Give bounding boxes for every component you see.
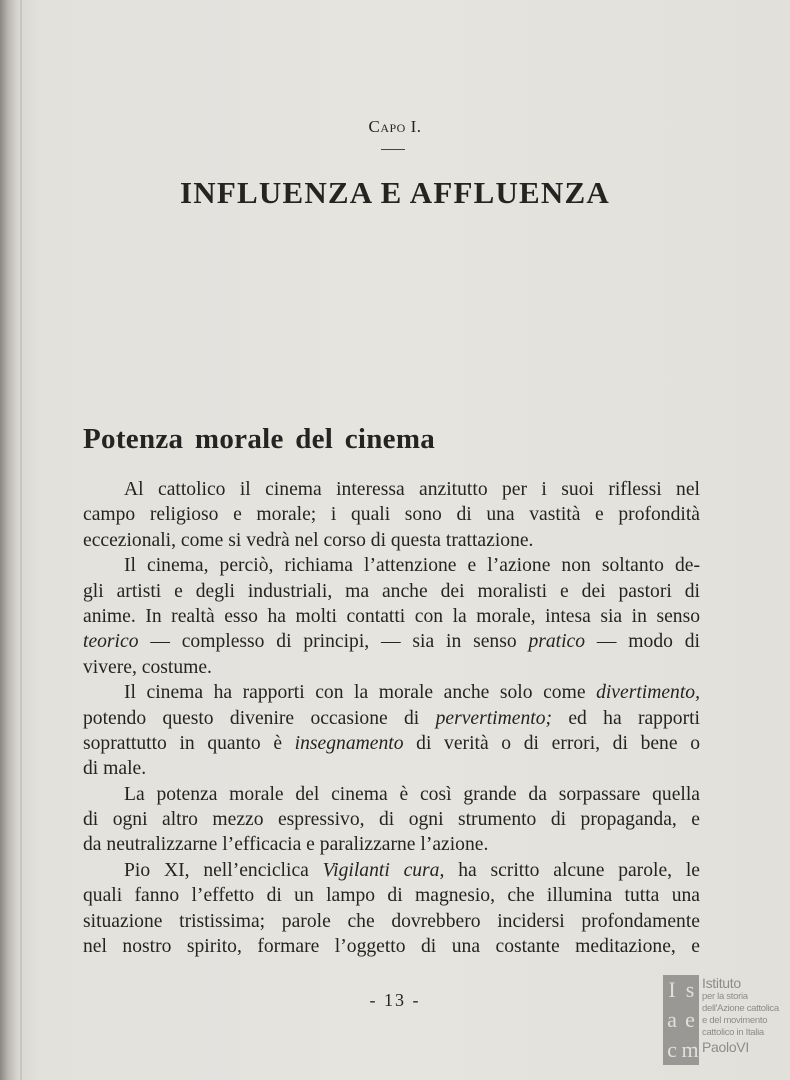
text-line [83, 579, 700, 604]
text-segment: La potenza morale del cinema è così grande da sorpassare quella [124, 783, 700, 805]
logo-letter: m [681, 1037, 699, 1062]
chapter-divider [381, 149, 405, 150]
text-segment: Pio XI, nell’enciclica [124, 859, 323, 881]
text-line [83, 502, 700, 527]
text-segment: gli artisti e degli industriali, ma anche dei moralisti e dei pastori di [83, 580, 700, 602]
text-line [83, 706, 700, 731]
text-line [83, 528, 700, 553]
italic-text: divertimento, [596, 682, 700, 704]
text-line [83, 731, 700, 756]
text-line [83, 655, 700, 680]
page-number: - 13 - [369, 990, 421, 1010]
text-segment: Al cattolico il cinema interessa anzitutto per i suoi riflessi nel [124, 479, 700, 500]
logo-letter: e [685, 1007, 695, 1032]
text-line [83, 553, 700, 578]
body-text [83, 477, 700, 959]
chapter-title: INFLUENZA E AFFLUENZA [180, 175, 610, 210]
text-line [83, 477, 700, 502]
logo-letter: s [685, 977, 695, 1002]
text-segment: — modo di [585, 631, 700, 653]
text-segment: Il cinema, perciò, richiama l’attenzione e l’azione non soltanto de- [124, 555, 700, 577]
text-line [83, 934, 700, 959]
text-segment: situazione tristissima; parole che dovrebbero incidersi profondamente [83, 910, 700, 932]
logo-text-line: e del movimento [702, 1015, 768, 1026]
section-heading: Potenza morale del cinema [83, 423, 436, 455]
text-segment: potendo questo divenire occasione di [83, 707, 436, 729]
text-line [83, 782, 700, 807]
isacem-watermark-logo [663, 975, 788, 1067]
logo-text-line: per la storia [702, 991, 748, 1002]
italic-text: teorico [83, 631, 139, 653]
italic-text: Vigilanti cura, [322, 859, 445, 881]
text-segment: quali fanno l’effetto di un lampo di magnesio, che illumina tutta una [83, 885, 700, 907]
text-segment: campo religioso e morale; i quali sono di una vastità e profondità [83, 504, 700, 526]
text-segment: anime. In realtà esso ha molti contatti con la morale, intesa sia in senso [83, 605, 700, 627]
logo-text-line: Istituto [702, 975, 741, 991]
text-line [83, 604, 700, 629]
text-line [83, 909, 700, 934]
italic-text: insegnamento [294, 732, 404, 754]
italic-text: pratico [528, 631, 586, 653]
page-gutter-edge [20, 0, 22, 1080]
logo-letter: I [668, 977, 676, 1002]
logo-text-line: cattolico in Italia [702, 1027, 764, 1038]
text-line [83, 629, 700, 654]
text-segment: vivere, costume. [83, 656, 212, 678]
text-line [83, 858, 700, 883]
logo-letter: c [667, 1037, 677, 1062]
logo-text-line: dell'Azione cattolica [702, 1003, 779, 1014]
logo-mark [663, 975, 699, 1065]
text-segment: nel nostro spirito, formare l’oggetto di una costante meditazione, e [83, 936, 700, 958]
text-segment: Il cinema ha rapporti con la morale anche solo come [124, 682, 597, 704]
logo-text-line: PaoloVI [702, 1039, 749, 1055]
text-line [83, 756, 700, 781]
text-segment: eccezionali, come si vedrà nel corso di questa trattazione. [83, 529, 534, 551]
text-segment: — complesso di principi, — sia in senso [138, 631, 529, 653]
text-line [83, 680, 700, 705]
italic-text: pervertimento; [435, 707, 553, 729]
text-segment: ha scritto alcune parole, le [444, 859, 700, 881]
text-segment: da neutralizzarne l’efficacia e paralizzarne l’azione. [83, 834, 489, 856]
text-segment: di verità o di errori, di bene o [403, 732, 700, 754]
text-segment: di male. [83, 758, 147, 780]
text-segment: di ogni altro mezzo espressivo, di ogni strumento di propaganda, e [83, 809, 700, 831]
chapter-label: Capo I. [368, 117, 422, 136]
text-segment: soprattutto in quanto è [83, 732, 295, 754]
text-segment: ed ha rapporti [552, 707, 700, 729]
text-line [83, 832, 700, 857]
logo-letter: a [667, 1007, 677, 1032]
text-line [83, 807, 700, 832]
text-line [83, 883, 700, 908]
